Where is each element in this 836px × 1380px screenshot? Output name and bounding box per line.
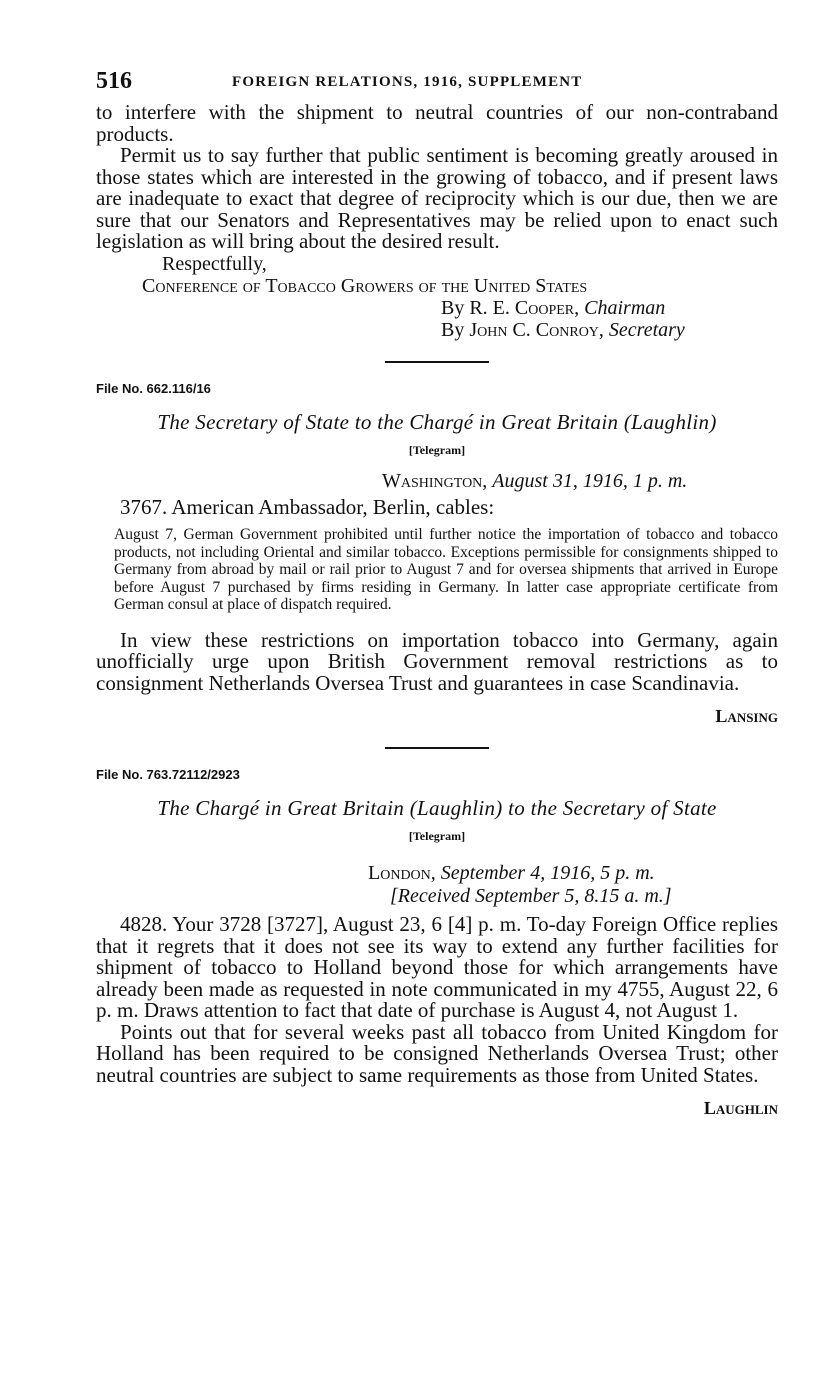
signatory-name: John C. Conroy, xyxy=(469,318,604,341)
section-divider xyxy=(385,747,489,749)
dateline-place: London, xyxy=(368,862,436,885)
document-section xyxy=(96,381,778,728)
quoted-cable: August 7, German Government prohibited until further notice the importation of tobacco and tobacco products, not including Oriental and similar tobacco. Exceptions permissible for consignments shipped to Germany from abroad by mail or rail prior to August 7 and for oversea shipments that arrived in Europe before August 7 purchased by firms residing in Germany. In latter case appropriate certificate from German consul at place of dispatch required. xyxy=(114,526,778,614)
running-header xyxy=(96,66,778,102)
dateline xyxy=(96,470,778,493)
telegram-body: 4828. Your 3728 [3727], August 23, 6 [4] p. m. To-day Foreign Office replies that it regrets that it does not see its way to extend any further facilities for shipment of tobacco to Holland beyond those for which arrangements have already been made as requested in note communicated in my 4755, August 22, 6 p. m. Draws attention to fact that date of purchase is August 4, not August 1. xyxy=(96,912,778,1023)
page-number: 516 xyxy=(96,68,132,94)
telegram-tag: [Telegram] xyxy=(408,829,466,844)
dateline xyxy=(96,862,778,885)
letter-continuation xyxy=(96,102,778,341)
signatory-organization: Conference of Tobacco Growers of the United States xyxy=(142,274,588,297)
signatory-prefix: By xyxy=(441,318,465,341)
received-text: [Received September 5, 8.15 a. m.] xyxy=(390,885,672,908)
document-title: The Secretary of State to the Chargé in Great Britain (Laughlin) xyxy=(157,409,717,434)
dateline-place: Washington, xyxy=(382,469,488,492)
telegram-tag: [Telegram] xyxy=(408,442,466,457)
signoff: Laughlin xyxy=(703,1098,778,1119)
signatory-chairman xyxy=(441,297,778,319)
received-note xyxy=(96,885,778,908)
signatory-secretary xyxy=(441,319,778,341)
file-number: File No. 662.116/16 xyxy=(96,380,211,396)
signatory-title: Secretary xyxy=(608,318,685,341)
letter-closing: Respectfully, xyxy=(162,252,267,275)
telegram-lead: 3767. American Ambassador, Berlin, cables: xyxy=(120,494,495,519)
document-title: The Chargé in Great Britain (Laughlin) to the Secretary of State xyxy=(157,796,717,821)
signatory-prefix: By xyxy=(441,296,465,319)
dateline-date: September 4, 1916, 5 p. m. xyxy=(440,862,655,885)
file-number: File No. 763.72112/2923 xyxy=(96,767,240,783)
running-header-title: FOREIGN RELATIONS, 1916, SUPPLEMENT xyxy=(232,74,583,90)
telegram-body: In view these restrictions on importation tobacco into Germany, again unofficially urge upon British Government removal restrictions as to consignment Netherlands Oversea Trust and guarantees in case Scandinavia. xyxy=(96,627,778,695)
document-section xyxy=(96,767,778,1119)
letter-paragraph: to interfere with the shipment to neutral countries of our non-contraband products. xyxy=(96,100,778,146)
signoff: Lansing xyxy=(715,706,778,727)
section-divider xyxy=(385,361,489,363)
telegram-body: Points out that for several weeks past all tobacco from United Kingdom for Holland has been required to be consigned Netherlands Oversea Trust; other neutral countries are subject to same requirements as those from United States. xyxy=(96,1019,778,1087)
document-page xyxy=(96,66,778,1119)
letter-paragraph: Permit us to say further that public sentiment is becoming greatly aroused in those states which are interested in the growing of tobacco, and if present laws are inadequate to exact that degree of reciprocity which is our due, then we are sure that our Senators and Representatives may be relied upon to enact such legislation as will bring about the desired result. xyxy=(96,143,778,253)
signatory-name: R. E. Cooper, xyxy=(469,296,580,319)
dateline-date: August 31, 1916, 1 p. m. xyxy=(492,469,688,492)
signatory-title: Chairman xyxy=(584,296,666,319)
